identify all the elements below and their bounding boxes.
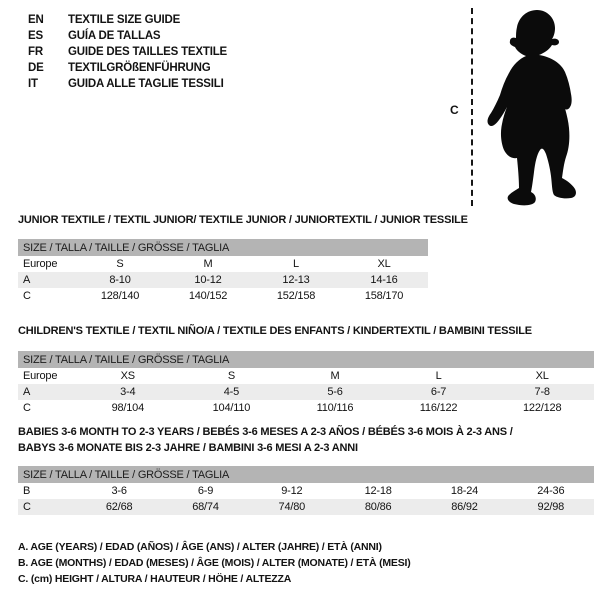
size-cell: 5-6 — [283, 384, 387, 400]
height-measure-dashed-line — [471, 8, 473, 206]
height-measure-label: C — [450, 103, 459, 117]
junior-section-title: JUNIOR TEXTILE / TEXTIL JUNIOR/ TEXTILE JUNIOR / JUNIORTEXTIL / JUNIOR TESSILE — [18, 214, 468, 226]
size-cell: M — [203, 258, 213, 270]
babies-section-title-line1: BABIES 3-6 MONTH TO 2-3 YEARS / BEBÉS 3-6 MESES A 2-3 AÑOS / BÉBÉS 3-6 MOIS À 2-3 ANS / — [18, 426, 513, 438]
table-row — [18, 368, 594, 384]
language-code: IT — [28, 78, 38, 90]
size-cell: 68/74 — [162, 499, 248, 515]
size-cell: 86/92 — [421, 499, 507, 515]
size-header-bar — [18, 351, 594, 368]
size-header-label: SIZE / TALLA / TAILLE / GRÖSSE / TAGLIA — [18, 466, 594, 483]
size-cell: 152/158 — [276, 290, 316, 302]
row-label-cell: Europe — [23, 258, 58, 270]
size-cell: 8-10 — [76, 272, 164, 288]
size-cell: XL — [535, 370, 549, 382]
table-row — [18, 400, 594, 416]
size-cell: 4-5 — [180, 384, 284, 400]
language-label: TEXTILE SIZE GUIDE — [68, 14, 181, 26]
size-cell: 12-18 — [364, 485, 392, 497]
size-cell: 98/104 — [111, 402, 145, 414]
size-cell: 62/68 — [76, 499, 162, 515]
size-cell: 12-13 — [252, 272, 340, 288]
language-row — [28, 28, 227, 44]
row-label-cell: B — [23, 485, 31, 497]
toddler-silhouette-icon — [484, 8, 596, 208]
size-cell: 3-4 — [76, 384, 180, 400]
language-row — [28, 12, 227, 28]
size-cell: 7-8 — [490, 384, 594, 400]
size-cell: 140/152 — [188, 290, 228, 302]
footnotes — [18, 539, 411, 587]
babies-section-title-line2: BABYS 3-6 MONATE BIS 2-3 JAHRE / BAMBINI 3-6 MESI A 2-3 ANNI — [18, 442, 358, 454]
table-row — [18, 288, 428, 304]
language-label: GUIDA ALLE TAGLIE TESSILI — [68, 78, 224, 90]
table-row — [18, 272, 428, 288]
size-header-label: SIZE / TALLA / TAILLE / GRÖSSE / TAGLIA — [18, 351, 594, 368]
language-list — [28, 12, 227, 92]
size-cell: 10-12 — [164, 272, 252, 288]
language-label: GUIDE DES TAILLES TEXTILE — [68, 46, 227, 58]
size-cell: 122/128 — [523, 402, 562, 414]
size-cell: 6-7 — [387, 384, 491, 400]
size-header-bar — [18, 239, 428, 256]
language-code: EN — [28, 14, 44, 26]
table-row — [18, 384, 594, 400]
row-label-cell: A — [18, 272, 76, 288]
size-cell: L — [435, 370, 442, 382]
footnote-a: A. AGE (YEARS) / EDAD (AÑOS) / ÂGE (ANS) / ALTER (JAHRE) / ETÀ (ANNI) — [18, 541, 382, 553]
size-cell: 18-24 — [450, 485, 479, 497]
footnote-b: B. AGE (MONTHS) / EDAD (MESES) / ÂGE (MOIS) / ALTER (MONATE) / ETÀ (MESI) — [18, 557, 411, 569]
table-row — [18, 499, 594, 515]
row-label-cell: C — [23, 290, 31, 302]
language-row — [28, 76, 227, 92]
language-label: GUÍA DE TALLAS — [68, 30, 161, 42]
size-cell: 104/110 — [212, 402, 251, 414]
size-cell: 110/116 — [316, 402, 354, 414]
language-row — [28, 44, 227, 60]
row-label-cell: A — [18, 384, 76, 400]
size-cell: L — [293, 258, 299, 270]
size-cell: 128/140 — [100, 290, 140, 302]
language-label: TEXTILGRÖßENFÜHRUNG — [68, 62, 211, 74]
table-row — [18, 256, 428, 272]
size-cell: 80/86 — [335, 499, 421, 515]
size-cell: 6-9 — [197, 485, 214, 497]
junior-size-table — [18, 239, 428, 304]
size-cell: 9-12 — [281, 485, 303, 497]
size-cell: 74/80 — [249, 499, 335, 515]
size-cell: 92/98 — [508, 499, 594, 515]
size-cell: M — [330, 370, 340, 382]
language-code: ES — [28, 30, 43, 42]
size-cell: XL — [377, 258, 391, 270]
size-header-label: SIZE / TALLA / TAILLE / GRÖSSE / TAGLIA — [18, 239, 428, 256]
size-cell: XS — [120, 370, 135, 382]
language-row — [28, 60, 227, 76]
size-cell: 158/170 — [364, 290, 404, 302]
row-label-cell: C — [18, 499, 76, 515]
size-cell: 24-36 — [537, 485, 565, 497]
size-cell: 3-6 — [111, 485, 127, 497]
row-label-cell: C — [23, 402, 31, 414]
table-row — [18, 483, 594, 499]
children-section-title: CHILDREN'S TEXTILE / TEXTIL NIÑO/A / TEXTILE DES ENFANTS / KINDERTEXTIL / BAMBINI TESSILE — [18, 325, 532, 337]
language-code: FR — [28, 46, 43, 58]
language-code: DE — [28, 62, 44, 74]
size-cell: S — [116, 258, 124, 270]
size-cell: 116/122 — [419, 402, 458, 414]
footnote-c: C. (cm) HEIGHT / ALTURA / HAUTEUR / HÖHE / ALTEZZA — [18, 573, 292, 585]
children-size-table — [18, 351, 594, 416]
row-label-cell: Europe — [23, 370, 58, 382]
babies-size-table — [18, 466, 594, 515]
size-header-bar — [18, 466, 594, 483]
size-cell: S — [227, 370, 235, 382]
size-cell: 14-16 — [340, 272, 428, 288]
